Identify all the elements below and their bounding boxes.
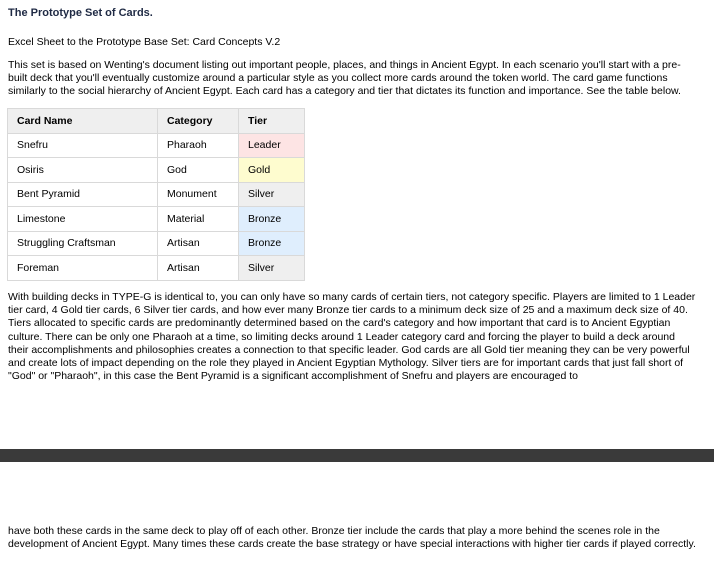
- cell-category: God: [158, 158, 239, 183]
- table-row: [8, 207, 305, 232]
- header-card-name: Card Name: [8, 109, 158, 134]
- continued-paragraph: have both these cards in the same deck to play off of each other. Bronze tier include the cards that play a more behind the scenes role in the development of Ancient Egypt. Many times these cards create the base strategy or have special interactions with higher tier cards if played correctly.: [8, 525, 696, 551]
- document-subtitle: Excel Sheet to the Prototype Base Set: Card Concepts V.2: [8, 36, 281, 48]
- cell-tier: Bronze: [239, 207, 305, 232]
- cell-tier: Silver: [239, 256, 305, 281]
- rules-paragraph: With building decks in TYPE-G is identical to, you can only have so many cards of certain tiers, not category specific. Players are limited to 1 Leader tier card, 4 Gold tier cards, 6 Silver tier cards, and how ever many Bronze tier cards to a minimum deck size of 25 and a maximum deck size of 40. Tiers allocated to specific cards are predominantly determined based on the card's category and how important that card is to Ancient Egyptian culture. There can be only one Pharaoh at a time, so limiting decks around 1 Leader category card and forcing the player to build a deck around their accomplishments and philosophies creates a connection to that specific leader. God cards are all Gold tier meaning they can be very powerful and create lots of impact depending on the role they played in Ancient Egyptian Mythology. Silver tiers are for important cards that just fall short of "God" or "Pharaoh", in this case the Bent Pyramid is a significant accomplishment of Snefru and players are encouraged to: [8, 291, 696, 383]
- header-category: Category: [158, 109, 239, 134]
- cell-tier: Gold: [239, 158, 305, 183]
- cell-category: Monument: [158, 182, 239, 207]
- cell-tier: Bronze: [239, 231, 305, 256]
- cell-card-name: Limestone: [8, 207, 158, 232]
- document-page-2: [0, 462, 714, 575]
- header-tier: Tier: [239, 109, 305, 134]
- cell-tier: Leader: [239, 133, 305, 158]
- table-row: [8, 256, 305, 281]
- cell-card-name: Osiris: [8, 158, 158, 183]
- cell-category: Material: [158, 207, 239, 232]
- table-header-row: [8, 109, 305, 134]
- cell-card-name: Struggling Craftsman: [8, 231, 158, 256]
- cell-card-name: Foreman: [8, 256, 158, 281]
- table-row: [8, 231, 305, 256]
- card-table: [7, 108, 305, 281]
- page-break-bar: [0, 449, 714, 462]
- cell-category: Artisan: [158, 231, 239, 256]
- cell-card-name: Snefru: [8, 133, 158, 158]
- table-row: [8, 182, 305, 207]
- cell-tier: Silver: [239, 182, 305, 207]
- cell-category: Artisan: [158, 256, 239, 281]
- table-row: [8, 133, 305, 158]
- document-title: The Prototype Set of Cards.: [8, 7, 153, 19]
- table-row: [8, 158, 305, 183]
- cell-card-name: Bent Pyramid: [8, 182, 158, 207]
- intro-paragraph: This set is based on Wenting's document listing out important people, places, and things in Ancient Egypt. In each scenario you'll start with a pre-built deck that you'll eventually customize around a particular style as you collect more cards around the token world. The card game functions similarly to the social hierarchy of Ancient Egypt. Each card has a category and tier that dictates its function and importance. See the table below.: [8, 59, 681, 98]
- cell-category: Pharaoh: [158, 133, 239, 158]
